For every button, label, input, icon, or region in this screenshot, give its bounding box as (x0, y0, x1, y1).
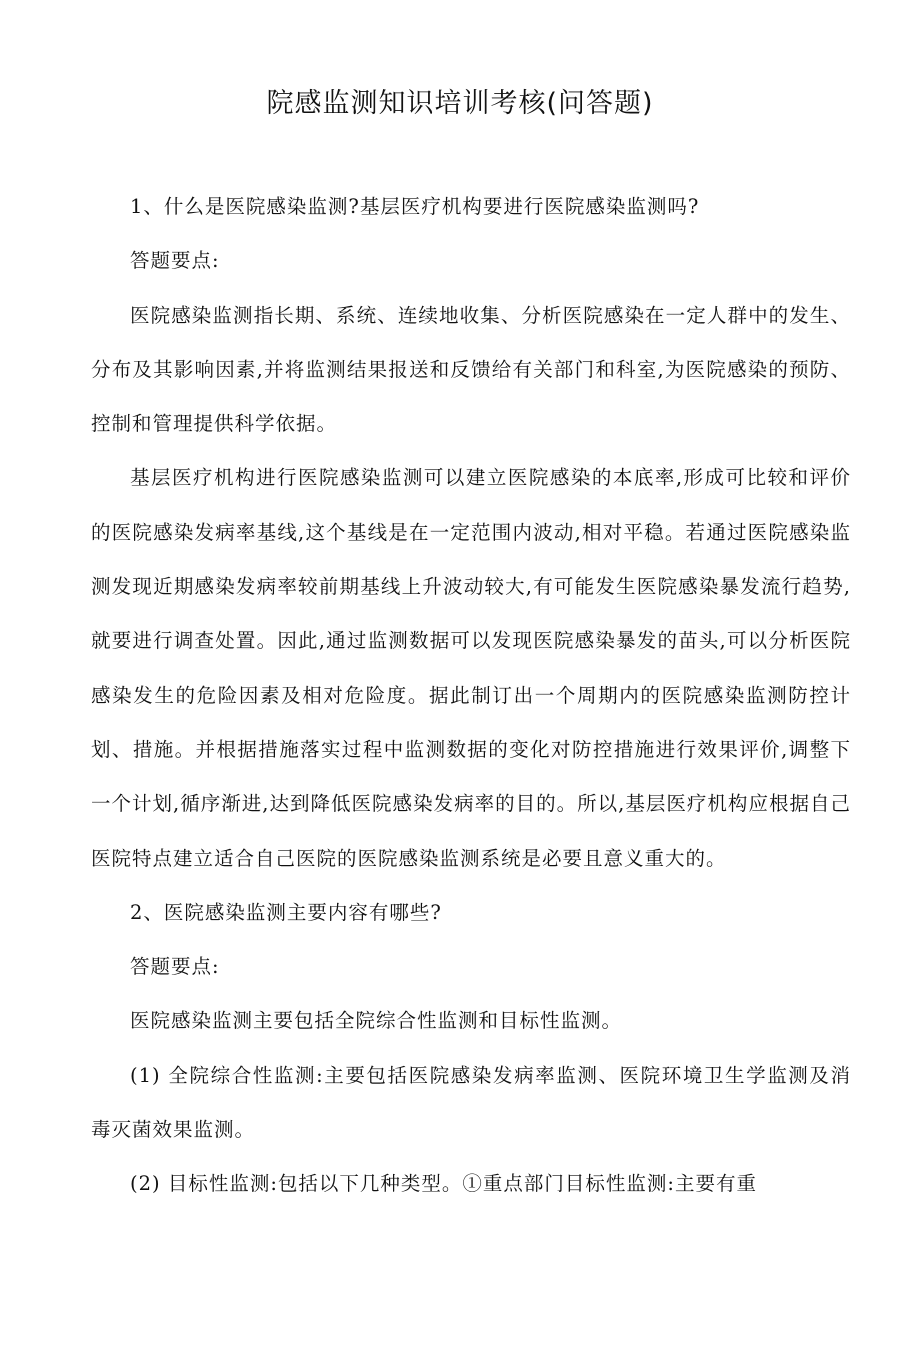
document-title: 院感监测知识培训考核(问答题) (266, 88, 654, 119)
answer-2-paragraph-1: 医院感染监测主要包括全院综合性监测和目标性监测。 (130, 1009, 623, 1033)
question-2: 2、医院感染监测主要内容有哪些? (130, 900, 442, 924)
answer-2-item-2: (2) 目标性监测:包括以下几种类型。①重点部门目标性监测:主要有重 (130, 1172, 757, 1196)
question-1: 1、什么是医院感染监测?基层医疗机构要进行医院感染监测吗? (130, 195, 700, 218)
answer-label-2: 答题要点: (130, 955, 220, 979)
answer-1-paragraph-1: 医院感染监测指长期、系统、连续地收集、分析医院感染在一定人群中的发生、分布及其影响因素,并将监测结果报送和反馈给有关部门和科室,为医院感染的预防、控制和管理提供科学依据。 (91, 303, 851, 436)
document-body (91, 180, 851, 1212)
answer-2-item-1: (1) 全院综合性监测:主要包括医院感染发病率监测、医院环境卫生学监测及消毒灭菌效果监测。 (91, 1063, 851, 1142)
answer-label-1: 答题要点: (130, 249, 220, 273)
answer-1-paragraph-2: 基层医疗机构进行医院感染监测可以建立医院感染的本底率,形成可比较和评价的医院感染发病率基线,这个基线是在一定范围内波动,相对平稳。若通过医院感染监测发现近期感染发病率较前期基线上升波动较大,有可能发生医院感染暴发流行趋势,就要进行调查处置。因此,通过监测数据可以发现医院感染暴发的苗头,可以分析医院感染发生的危险因素及相对危险度。据此制订出一个周期内的医院感染监测防控计划、措施。并根据措施落实过程中监测数据的变化对防控措施进行效果评价,调整下一个计划,循序渐进,达到降低医院感染发病率的目的。所以,基层医疗机构应根据自己医院特点建立适合自己医院的医院感染监测系统是必要且意义重大的。 (91, 466, 851, 870)
